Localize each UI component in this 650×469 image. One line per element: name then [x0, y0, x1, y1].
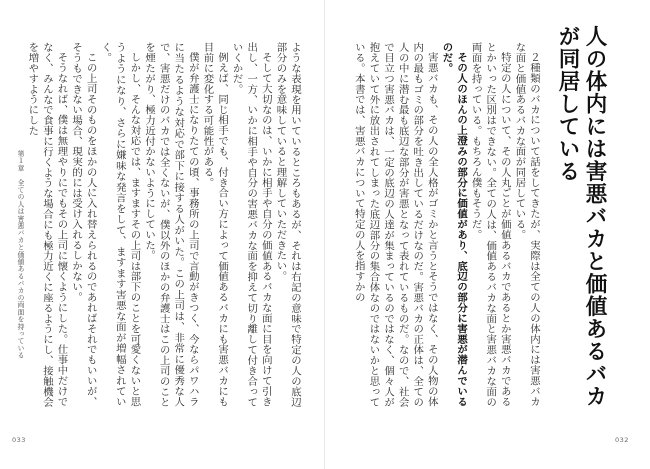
paragraph: そうなれば、僕は無理やりにでもその上司に懐くようにした。仕事中だけでなく、みんなで食事に行くような場合にも極力近くに座るようにし、接触機会を増やすようにした [26, 42, 68, 407]
left-body-text [26, 42, 302, 407]
paragraph: そして大切なのは、いかに相手や自分の価値あるバカな面に目を向けて引き出し、一方、いかに相手や自分の害悪バカな面を抑えて切り離して付き合っていくかだ。 [230, 42, 272, 407]
page-number: 032 [615, 436, 629, 444]
right-page [325, 0, 650, 469]
page-number: 033 [12, 436, 26, 444]
paragraph: 例えば、同じ相手でも、付き合い方によって価値あるバカにも害悪バカにも目前に変化する可能性がある。 [201, 42, 229, 407]
paragraph: 特定の人について、その人丸ごとが価値あるバカであるとか害悪バカであるとかいった区別はできない。全ての人は、価値あるバカな面と害悪バカな面の両面を持っている。もちろん僕もそうだ。 [469, 42, 511, 407]
paragraph: しかし、そんな対応では、ますますその上司は部下のことを可愛くないと思うようになり、さらに嫌味な発言をして、ますます害悪な面が増幅されていく。 [99, 42, 141, 407]
right-body-text [345, 42, 541, 407]
paragraph: 害悪バカも、その人の全人格がゴミかと言うとそうではなく、その人物の体内の最もゴミの部分を吐き出しているだけなのだ。害悪バカの正体は、全ての人の中に潜む最も底辺な部分が害悪となって表れているものだ。なので、社会で目立つ害悪バカは、一定の底辺の人達が集まっているのではなく、個々人が抱えていて外に放出されてしまった底辺部分の集合体なのではないかと思っている。本書では、害悪バカについて特定の人を指すかの [352, 42, 438, 407]
running-head: 第１章 全ての人は害悪バカと価値あるバカの両面を持っている [16, 150, 24, 359]
paragraph: 僕が弁護士になりたての頃、事務所の上司で言動がきつく、今ならパワハラに当たるような対応で部下に接する人がいた。この上司は、非常に優秀な人で、害悪だけのバカでは全くないが、僕以外のほかの弁護士はこの上司のことを煙たがり、極力近付かないようにしていた。 [143, 42, 199, 407]
paragraph: ２種類のバカについて話をしてきたが、実際は全ての人の体内には害悪バカな面と価値あるバカな面が同居している。 [513, 42, 540, 407]
paragraph: この上司そのものをほかの人に入れ替えられるのであればそれでもいいが、そうもできない場合、現実的には受け入れるしかない。 [70, 42, 97, 407]
paragraph: ような表現を用いているところもあるが、それは右記の意味で特定の人の底辺部分のみを意味していると理解していただきたい。 [274, 42, 301, 407]
chapter-heading: 人の体内には害悪バカと価値あるバカが同居している [555, 25, 607, 408]
emphasis-paragraph: その人のほんの上澄みの部分に価値があり、底辺の部分に害悪が潜んでいるのだ。 [440, 42, 468, 407]
